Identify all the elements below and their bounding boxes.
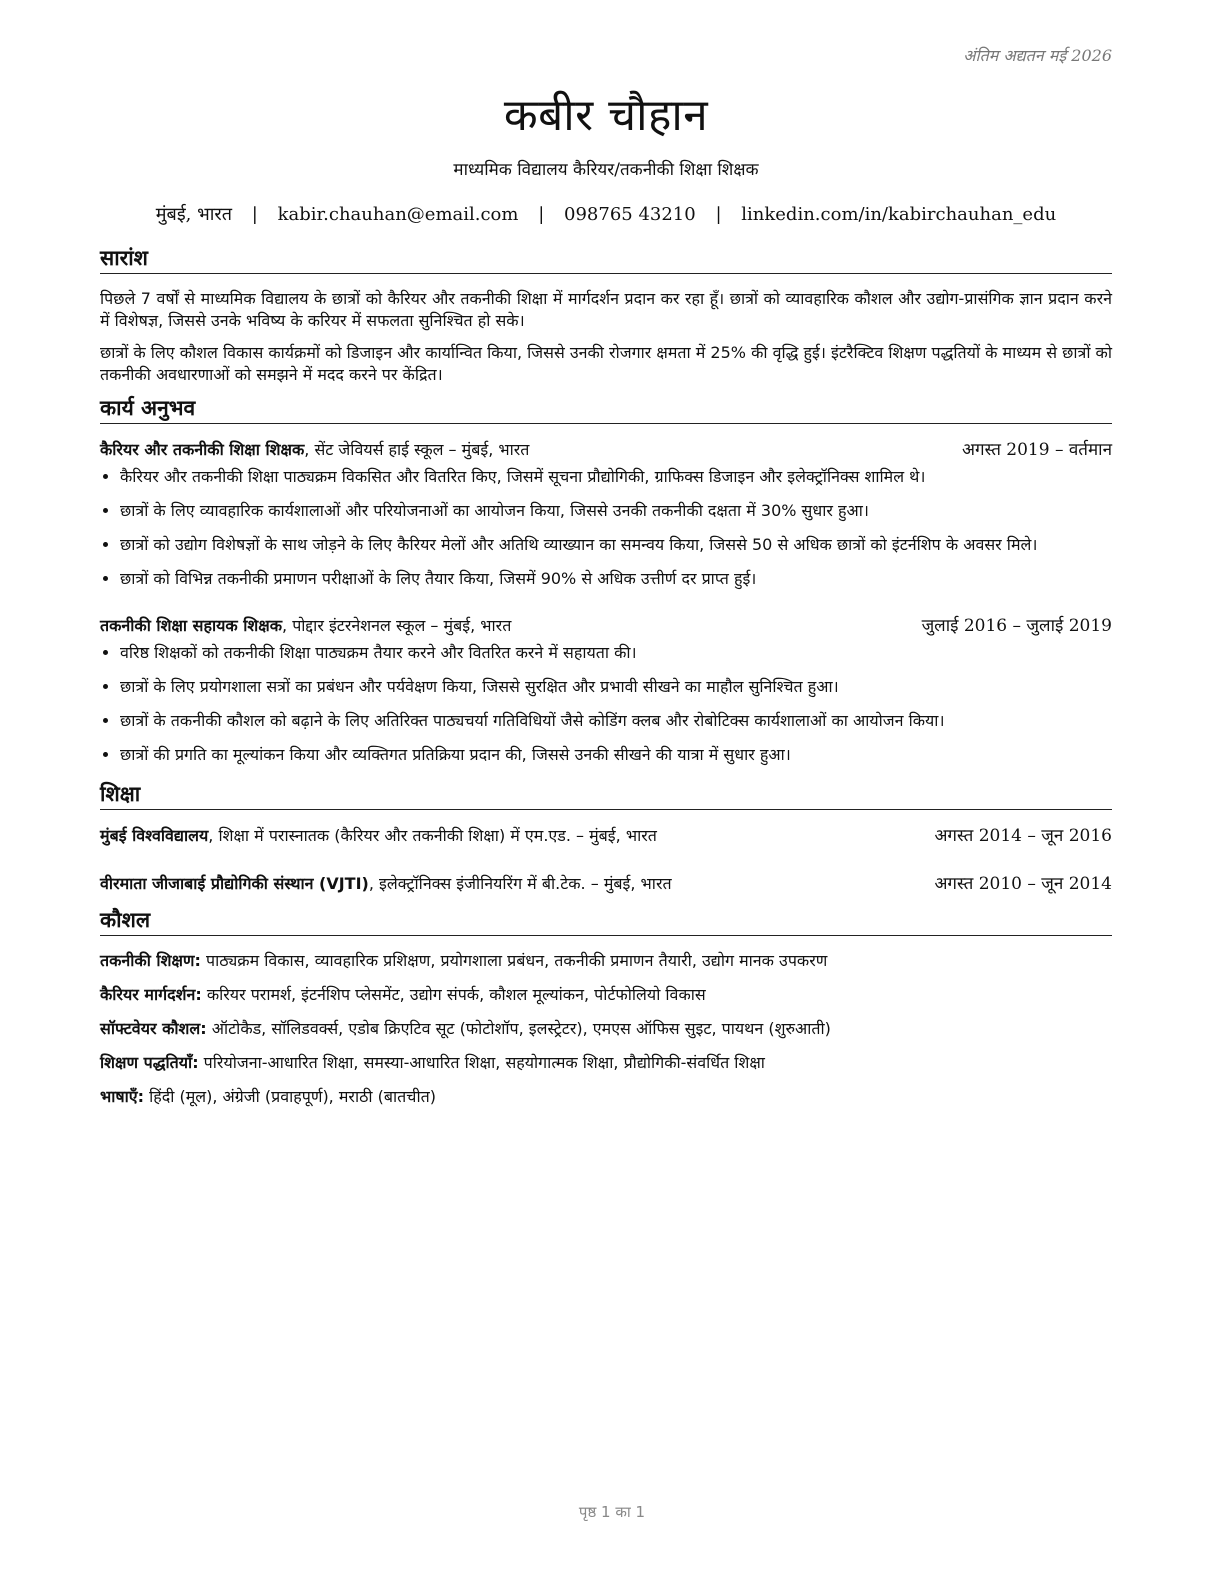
skill-value: पाठ्यक्रम विकास, व्यावहारिक प्रशिक्षण, प्रयोगशाला प्रबंधन, तकनीकी प्रमाणन तैयारी, उद्योग मानक उपकरण <box>200 951 828 970</box>
job-bullet: • वरिष्ठ शिक्षकों को तकनीकी शिक्षा पाठ्यक्रम तैयार करने और वितरित करने में सहायता की। <box>120 642 1112 664</box>
last-updated-text: अंतिम अद्यतन मई 2026 <box>963 46 1112 65</box>
contact-email[interactable]: kabir.chauhan@email.com <box>277 204 519 225</box>
skill-value: करियर परामर्श, इंटर्नशिप प्लेसमेंट, उद्योग संपर्क, कौशल मूल्यांकन, पोर्टफोलियो विकास <box>201 985 706 1004</box>
candidate-name: कबीर चौहान <box>503 90 709 141</box>
skill-row <box>100 1018 1112 1040</box>
job-header <box>100 614 1112 638</box>
job-title: कैरियर और तकनीकी शिक्षा शिक्षक <box>100 440 305 459</box>
skill-row <box>100 1052 1112 1074</box>
section-heading-education: शिक्षा <box>100 780 1112 810</box>
job-bullet-list <box>100 466 1112 590</box>
job-bullet: • छात्रों को उद्योग विशेषज्ञों के साथ जोड़ने के लिए कैरियर मेलों और अतिथि व्याख्यान का समन्वय किया, जिससे 50 से अधिक छात्रों को इंटर्नशिप के अवसर मिले। <box>120 534 1112 556</box>
contact-location: मुंबई, भारत <box>155 204 233 225</box>
skills-list <box>100 950 1112 1108</box>
education-detail: , इलेक्ट्रॉनिक्स इंजीनियरिंग में बी.टेक. – मुंबई, भारत <box>368 874 672 893</box>
job-dates: अगस्त 2019 – वर्तमान <box>962 440 1112 460</box>
education-line <box>100 872 672 896</box>
job-bullet: • छात्रों के लिए प्रयोगशाला सत्रों का प्रबंधन और पर्यवेक्षण किया, जिससे सुरक्षित और प्रभावी सीखने का माहौल सुनिश्चित हुआ। <box>120 676 1112 698</box>
job-title-line <box>100 614 511 638</box>
skill-row <box>100 1086 1112 1108</box>
skill-label: सॉफ्टवेयर कौशल: <box>100 1019 207 1038</box>
education-dates: अगस्त 2014 – जून 2016 <box>934 826 1112 846</box>
education-detail: , शिक्षा में परास्नातक (कैरियर और तकनीकी शिक्षा) में एम.एड. – मुंबई, भारत <box>208 826 657 845</box>
education-dates: अगस्त 2010 – जून 2014 <box>934 874 1112 894</box>
page-number: पृष्ठ 1 का 1 <box>578 1503 646 1521</box>
contact-separator: | <box>715 204 722 225</box>
job-title-line <box>100 438 529 462</box>
section-heading-experience: कार्य अनुभव <box>100 394 1112 424</box>
skill-label: शिक्षण पद्धतियाँ: <box>100 1053 199 1072</box>
education-entry <box>100 824 1112 848</box>
skill-value: ऑटोकैड, सॉलिडवर्क्स, एडोब क्रिएटिव सूट (फोटोशॉप, इलस्ट्रेटर), एमएस ऑफिस सुइट, पायथन (शुरुआती) <box>206 1019 831 1038</box>
skill-row <box>100 984 1112 1006</box>
job-title: तकनीकी शिक्षा सहायक शिक्षक <box>100 616 283 635</box>
section-heading-summary: सारांश <box>100 244 1112 274</box>
job-bullet: • छात्रों को विभिन्न तकनीकी प्रमाणन परीक्षाओं के लिए तैयार किया, जिसमें 90% से अधिक उत्तीर्ण दर प्राप्त हुई। <box>120 568 1112 590</box>
job-bullet: • छात्रों की प्रगति का मूल्यांकन किया और व्यक्तिगत प्रतिक्रिया प्रदान की, जिससे उनकी सीखने की यात्रा में सुधार हुआ। <box>120 744 1112 766</box>
contact-separator: | <box>538 204 545 225</box>
skill-value: परियोजना-आधारित शिक्षा, समस्या-आधारित शिक्षा, सहयोगात्मक शिक्षा, प्रौद्योगिकी-संवर्धित शिक्षा <box>198 1053 765 1072</box>
job-bullet: • छात्रों के तकनीकी कौशल को बढ़ाने के लिए अतिरिक्त पाठ्यचर्या गतिविधियों जैसे कोडिंग क्लब और रोबोटिक्स कार्यशालाओं का आयोजन किया। <box>120 710 1112 732</box>
education-institution: वीरमाता जीजाबाई प्रौद्योगिकी संस्थान (VJTI) <box>100 874 369 893</box>
skill-label: भाषाएँ: <box>100 1087 145 1106</box>
skill-value: हिंदी (मूल), अंग्रेजी (प्रवाहपूर्ण), मराठी (बातचीत) <box>144 1087 436 1106</box>
job-header <box>100 438 1112 462</box>
skill-label: कैरियर मार्गदर्शन: <box>100 985 202 1004</box>
summary-paragraph: छात्रों के लिए कौशल विकास कार्यक्रमों को डिजाइन और कार्यान्वित किया, जिससे उनकी रोजगार क्षमता में 25% की वृद्धि हुई। इंटरैक्टिव शिक्षण पद्धतियों के माध्यम से छात्रों को तकनीकी अवधारणाओं को समझने में मदद करने पर केंद्रित। <box>100 343 1112 384</box>
job-organization: , पोद्दार इंटरनेशनल स्कूल – मुंबई, भारत <box>282 616 512 635</box>
job-bullet: • कैरियर और तकनीकी शिक्षा पाठ्यक्रम विकसित और वितरित किए, जिसमें सूचना प्रौद्योगिकी, ग्राफिक्स डिजाइन और इलेक्ट्रॉनिक्स शामिल थे। <box>120 466 1112 488</box>
section-heading-skills: कौशल <box>100 906 1112 936</box>
job-organization: , सेंट जेवियर्स हाई स्कूल – मुंबई, भारत <box>304 440 530 459</box>
job-dates: जुलाई 2016 – जुलाई 2019 <box>921 616 1112 636</box>
contact-line <box>100 202 1112 228</box>
education-line <box>100 824 657 848</box>
education-entry <box>100 872 1112 896</box>
education-institution: मुंबई विश्वविद्यालय <box>100 826 209 845</box>
job-bullet: • छात्रों के लिए व्यावहारिक कार्यशालाओं और परियोजनाओं का आयोजन किया, जिससे उनकी तकनीकी दक्षता में 30% सुधार हुआ। <box>120 500 1112 522</box>
candidate-subtitle: माध्यमिक विद्यालय कैरियर/तकनीकी शिक्षा शिक्षक <box>453 160 759 180</box>
summary-paragraph: पिछले 7 वर्षों से माध्यमिक विद्यालय के छात्रों को कैरियर और तकनीकी शिक्षा में मार्गदर्शन प्रदान कर रहा हूँ। छात्रों को व्यावहारिक कौशल और उद्योग-प्रासंगिक ज्ञान प्रदान करने में विशेषज्ञ, जिससे उनके भविष्य के करियर में सफलता सुनिश्चित हो सके। <box>100 289 1112 330</box>
job-bullet-list <box>100 642 1112 766</box>
contact-separator: | <box>251 204 258 225</box>
skill-label: तकनीकी शिक्षण: <box>100 951 201 970</box>
skill-row <box>100 950 1112 972</box>
contact-linkedin[interactable]: linkedin.com/in/kabirchauhan_edu <box>741 204 1057 225</box>
contact-phone: 098765 43210 <box>564 204 696 225</box>
